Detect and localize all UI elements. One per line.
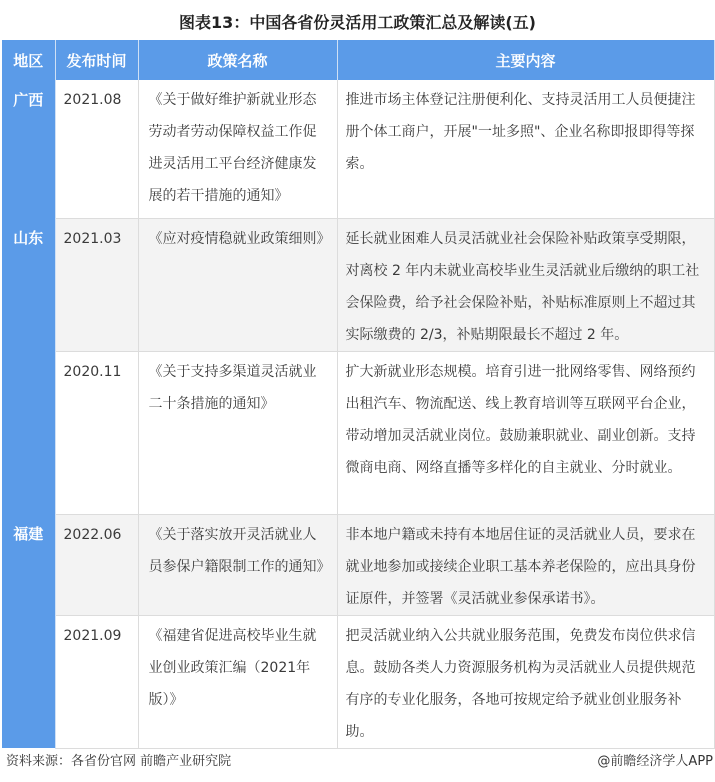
content-cell: 把灵活就业纳入公共就业服务范围，免费发布岗位供求信息。鼓励各类人力资源服务机构为灵活就业人员提供规范有序的专业化服务，各地可按规定给予就业创业服务补助。 xyxy=(337,615,714,748)
policy-name-cell: 《关于支持多渠道灵活就业二十条措施的通知》 xyxy=(138,351,337,514)
policy-name-cell: 《福建省促进高校毕业生就业创业政策汇编（2021年版）》 xyxy=(138,615,337,748)
column-header-content: 主要内容 xyxy=(337,40,714,80)
policy-table xyxy=(2,40,715,749)
region-cell: 福建 xyxy=(2,514,55,748)
region-cell: 广西 xyxy=(2,80,55,218)
date-cell: 2021.03 xyxy=(55,218,138,351)
content-cell: 推进市场主体登记注册便利化、支持灵活用工人员便捷注册个体工商户，开展"一址多照"、企业名称即报即得等探索。 xyxy=(337,80,714,218)
table-header xyxy=(2,40,714,80)
content-cell: 延长就业困难人员灵活就业社会保险补贴政策享受期限，对离校 2 年内未就业高校毕业生灵活就业后缴纳的职工社会保险费，给予社会保险补贴，补贴标准原则上不超过其实际缴费的 2/3，补贴期限最长不超过 2 年。 xyxy=(337,218,714,351)
content-cell: 扩大新就业形态规模。培育引进一批网络零售、网络预约出租汽车、物流配送、线上教育培训等互联网平台企业，带动增加灵活就业岗位。鼓励兼职就业、副业创新。支持微商电商、网络直播等多样化的自主就业、分时就业。 xyxy=(337,351,714,514)
page-title: 图表13：中国各省份灵活用工政策汇总及解读(五) xyxy=(179,13,536,32)
column-header-region: 地区 xyxy=(2,40,55,80)
policy-name-cell: 《关于落实放开灵活就业人员参保户籍限制工作的通知》 xyxy=(138,514,337,615)
table-row xyxy=(2,351,714,514)
date-cell: 2021.09 xyxy=(55,615,138,748)
table-row xyxy=(2,615,714,748)
source-note: 资料来源：各省份官网 前瞻产业研究院 xyxy=(6,754,232,769)
date-cell: 2022.06 xyxy=(55,514,138,615)
table-row xyxy=(2,218,714,351)
policy-name-cell: 《关于做好维护新就业形态劳动者劳动保障权益工作促进灵活用工平台经济健康发展的若干措施的通知》 xyxy=(138,80,337,218)
column-header-date: 发布时间 xyxy=(55,40,138,80)
table-row xyxy=(2,514,714,615)
date-cell: 2021.08 xyxy=(55,80,138,218)
table-row xyxy=(2,80,714,218)
content-cell: 非本地户籍或未持有本地居住证的灵活就业人员，要求在就业地参加或接续企业职工基本养老保险的，应出具身份证原件，并签署《灵活就业参保承诺书》。 xyxy=(337,514,714,615)
column-header-policy-name: 政策名称 xyxy=(138,40,337,80)
credit-label: @前瞻经济学人APP xyxy=(597,754,713,769)
region-cell: 山东 xyxy=(2,218,55,514)
policy-name-cell: 《应对疫情稳就业政策细则》 xyxy=(138,218,337,351)
date-cell: 2020.11 xyxy=(55,351,138,514)
